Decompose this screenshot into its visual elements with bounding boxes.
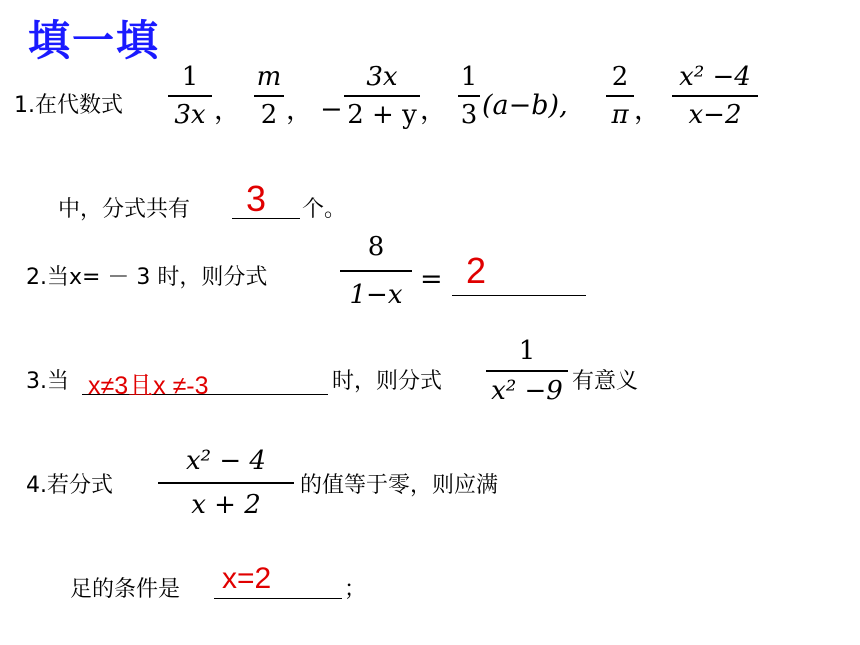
q2-numerator: 8 [367, 232, 385, 262]
page-title: 填一填 [28, 16, 161, 65]
fraction-bar [458, 95, 480, 97]
q1-f4-numerator: 1 [460, 62, 478, 92]
q3-answer: x≠3且x ≠-3 [88, 372, 209, 400]
q3-fraction [486, 336, 568, 406]
q1-f3-denominator: 2 + y [347, 99, 417, 130]
q1-f6-denominator: x−2 [688, 99, 742, 130]
q1-answer: 3 [246, 178, 267, 219]
q4-label: 4.若分式 [26, 473, 113, 498]
q1-f1-denominator: 3x [174, 99, 206, 130]
fraction-bar [254, 95, 284, 97]
fraction-bar [672, 95, 758, 97]
q1-fraction-2 [254, 62, 284, 130]
q1-f2-denominator: 2 [260, 99, 278, 130]
q1-line2-prefix: 中，分式共有 [58, 197, 191, 222]
q3-suffix: 时，则分式 [332, 369, 443, 394]
q2-answer-blank [452, 295, 586, 296]
q2-denominator: 1−x [349, 279, 403, 310]
q2-answer: 2 [466, 250, 487, 291]
q1-fraction-3 [344, 62, 420, 130]
q4-line2-prefix: 足的条件是 [70, 577, 181, 602]
q1-fraction-1 [168, 62, 212, 130]
q4-numerator: x² − 4 [186, 446, 266, 476]
q1-fraction-6 [672, 62, 758, 130]
fraction-bar [158, 482, 294, 484]
fraction-bar [168, 95, 212, 97]
q4-answer: x=2 [222, 562, 272, 595]
q1-f5-denominator: π [611, 99, 629, 130]
fraction-bar [344, 95, 420, 97]
q1-label: 1.在代数式 [14, 93, 123, 118]
q1-separator: ， [286, 95, 313, 126]
q1-f4-tail: (a−b), [482, 90, 568, 121]
q1-separator: ， [634, 95, 661, 126]
q4-fraction [158, 446, 294, 520]
fraction-bar [486, 370, 568, 372]
q3-tail: 有意义 [572, 369, 639, 394]
q1-f3-sign: − [320, 94, 343, 125]
fraction-bar [340, 270, 412, 272]
q1-f4-denominator: 3 [460, 99, 478, 130]
q1-fraction-4 [458, 62, 480, 130]
fraction-bar [606, 95, 634, 97]
q1-f6-numerator: x² −4 [679, 62, 751, 92]
q1-f5-numerator: 2 [611, 62, 629, 92]
q1-fraction-5 [606, 62, 634, 130]
q3-numerator: 1 [518, 336, 536, 366]
q2-label: 2.当x= － 3 时，则分式 [26, 265, 268, 290]
q4-tail: 的值等于零，则应满 [300, 473, 499, 498]
q2-equals: = [420, 264, 443, 295]
q4-line2-suffix: ； [344, 577, 367, 602]
q3-denominator: x² −9 [491, 375, 563, 406]
q2-fraction [340, 232, 412, 310]
q1-separator: ， [214, 95, 241, 126]
q3-prefix: 3.当 [26, 369, 69, 394]
q1-separator: ， [420, 95, 447, 126]
q1-line2-suffix: 个。 [302, 197, 347, 222]
q1-f2-numerator: m [256, 62, 282, 92]
q1-f1-numerator: 1 [181, 62, 199, 92]
q4-answer-blank [214, 598, 342, 599]
q4-denominator: x + 2 [191, 489, 261, 520]
q1-f3-numerator: 3x [366, 62, 398, 92]
